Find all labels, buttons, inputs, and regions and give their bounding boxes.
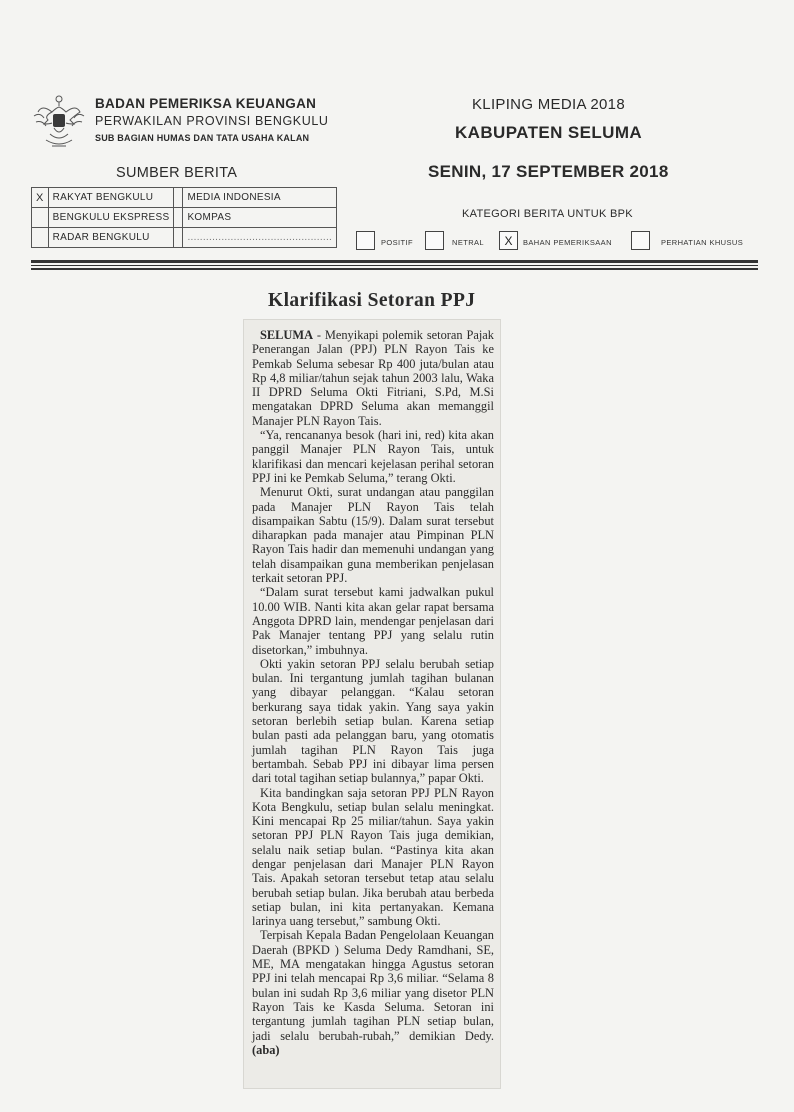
kategori-title: KATEGORI BERITA UNTUK BPK <box>462 208 633 220</box>
news-clipping <box>244 320 500 1088</box>
kategori-checkbox-netral[interactable] <box>425 231 444 250</box>
source-name-blank: ............................................... <box>183 228 337 248</box>
article-signature: (aba) <box>252 1042 280 1057</box>
garuda-emblem-icon <box>30 90 88 152</box>
source-checkbox-mark[interactable] <box>174 188 183 208</box>
article-paragraph: Kita bandingkan saja setoran PPJ PLN Rayon Kota Bengkulu, setiap bulan selalu meningkat. Kini mencapai Rp 25 miliar/tahun. Saya yakin setoran PPJ PLN Rayon Tais juga demikian, selalu naik setiap bulan. “Pastinya kita akan dengar penjelasan dari Manajer PLN Rayon Tais. Apakah setoran tersebut tetap atau selalu berubah setiap bulan. Jika berubah atau berbeda setiap bulan, ini kita pertanyakan. Kemana larinya uang tersebut,” sambung Okti. <box>252 785 494 929</box>
article-dateline: SELUMA <box>260 328 314 342</box>
header-divider-thin <box>31 265 758 266</box>
kategori-checkbox-bahan-pemeriksaan[interactable]: X <box>499 231 518 250</box>
source-checkbox-mark[interactable] <box>32 228 49 248</box>
source-name: RAKYAT BENGKULU <box>48 188 174 208</box>
kabupaten-title: KABUPATEN SELUMA <box>455 123 643 142</box>
article-paragraph: “Ya, rencananya besok (hari ini, red) kita akan panggil Manajer PLN Rayon Tais, untuk klarifikasi dan mencari kejelasan perihal setoran PPJ ini ke Pemkab Seluma,” terang Okti. <box>252 428 494 485</box>
kategori-checkbox-positif[interactable] <box>356 231 375 250</box>
org-name-line1: BADAN PEMERIKSA KEUANGAN <box>95 96 317 111</box>
source-name: RADAR BENGKULU <box>48 228 174 248</box>
table-row <box>32 228 337 248</box>
source-name: MEDIA INDONESIA <box>183 188 337 208</box>
sumber-berita-title: SUMBER BERITA <box>116 165 238 181</box>
table-row <box>32 208 337 228</box>
kategori-label-positif: POSITIF <box>381 238 413 247</box>
article-body <box>252 328 494 1057</box>
source-name: KOMPAS <box>183 208 337 228</box>
table-row <box>32 188 337 208</box>
article-paragraph: Okti yakin setoran PPJ selalu berubah setiap bulan. Ini tergantung jumlah tagihan bulanan yang dibayar pelanggan. “Kalau setoran berkurang saya tidak yakin. Yang saya yakin setoran berlebih setiap bulan. Karena setiap bulan pasti ada pelanggan baru, yang otomatis jumlah tagihan PLN Rayon Tais juga bertambah. Sebab PPJ ini dibayar lima persen dari total tagihan setiap bulannya,” papar Okti. <box>252 656 494 786</box>
header-divider <box>31 260 758 263</box>
article-paragraph: Terpisah Kepala Badan Pengelolaan Keuangan Daerah (BPKD ) Seluma Dedy Ramdhani, SE, ME, MA mengatakan hingga Agustus setoran PPJ ini telah mencapai Rp 3,6 miliar. “Selama 8 bulan ini sudah Rp 3,6 miliar yang disetor PLN Rayon Tais ke Kasda Seluma. Setoran ini tergantung jumlah tagihan PLN setiap bulan, jadi selalu berubah-rubah,” demikian Dedy.(aba) <box>252 928 494 1057</box>
source-checkbox-mark[interactable] <box>32 208 49 228</box>
kategori-label-netral: NETRAL <box>452 238 484 247</box>
kategori-label-perhatian-khusus: PERHATIAN KHUSUS <box>661 238 744 247</box>
kategori-label-bahan-pemeriksaan: BAHAN PEMERIKSAAN <box>523 238 612 247</box>
header-divider-bottom <box>31 268 758 270</box>
org-name-line2: PERWAKILAN PROVINSI BENGKULU <box>95 114 329 128</box>
date-title: SENIN, 17 SEPTEMBER 2018 <box>428 162 669 181</box>
source-checkbox-mark[interactable] <box>174 208 183 228</box>
source-name: BENGKULU EKSPRESS <box>48 208 174 228</box>
kliping-title: KLIPING MEDIA 2018 <box>472 96 625 113</box>
article-paragraph: SELUMA - Menyikapi polemik setoran Pajak Penerangan Jalan (PPJ) PLN Rayon Tais ke Pemkab Seluma sebesar Rp 400 juta/bulan atau Rp 4,8 miliar/tahun sejak tahun 2003 lalu, Waka II DPRD Seluma Okti Fitriani, S.Pd, M.Si mengatakan DPRD Seluma akan memanggil Manajer PLN Rayon Tais. <box>252 328 494 428</box>
source-checkbox-mark[interactable]: X <box>32 188 49 208</box>
sumber-berita-table <box>31 187 337 248</box>
article-title: Klarifikasi Setoran PPJ <box>268 290 476 311</box>
org-name-line3: SUB BAGIAN HUMAS DAN TATA USAHA KALAN <box>95 133 310 143</box>
source-checkbox-mark[interactable] <box>174 228 183 248</box>
article-paragraph: “Dalam surat tersebut kami jadwalkan pukul 10.00 WIB. Nanti kita akan gelar rapat bersama Anggota DPRD lain, mendengar penjelasan dari Pak Manajer tentang PPJ yang selalu rutin disetorkan,” imbuhnya. <box>252 585 494 657</box>
kategori-checkbox-perhatian-khusus[interactable] <box>631 231 650 250</box>
article-paragraph: Menurut Okti, surat undangan atau panggilan pada Manajer PLN Rayon Tais telah disampaikan Sabtu (15/9). Dalam surat tersebut diharapkan pada manajer atau Pimpinan PLN Rayon Tais hadir dan memenuhi undangan yang telah disampaikan guna memberikan penjelasan terkait setoran PPJ. <box>252 485 494 586</box>
